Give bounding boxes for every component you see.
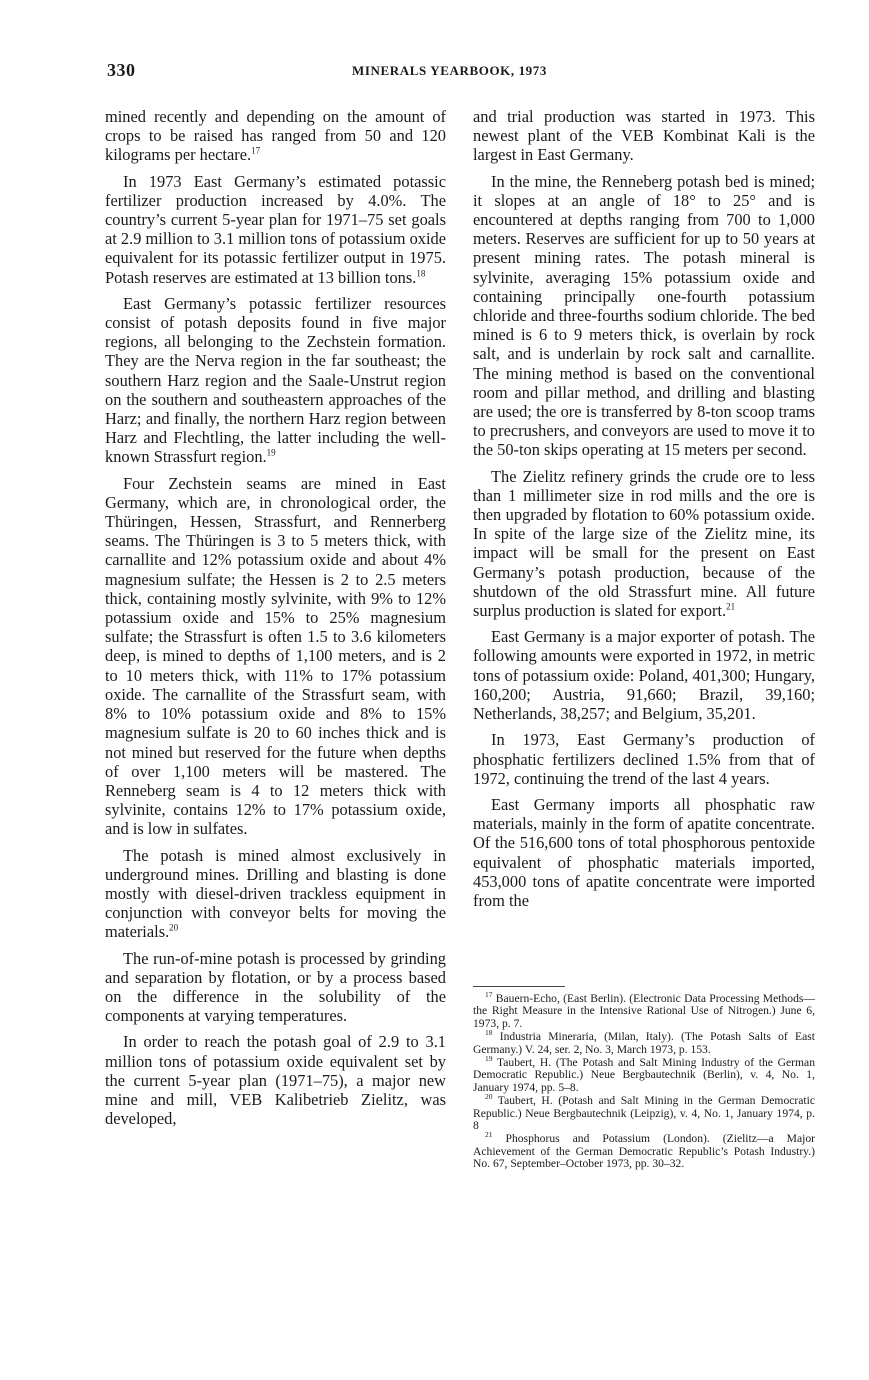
footnote-text: Taubert, H. (Potash and Salt Mining in the German Democratic Republic.) Neue Bergbautechnik (Leipzig), v. 4, No. 1, January 1974, p. 8 (473, 1094, 815, 1133)
footnote (473, 1130, 815, 1171)
paragraph (105, 949, 446, 1026)
paragraph (473, 172, 815, 460)
left-column (105, 107, 446, 1135)
footnote-text: Bauern-Echo, (East Berlin). (Electronic Data Processing Methods—the Right Measure in the Intensive Rational Use of Nitrogen.) June 6, 1973, p. 7. (473, 992, 815, 1030)
footnote-number: 21 (485, 1130, 493, 1140)
paragraph-text: In 1973 East Germany’s estimated potassic fertilizer production increased by 4.0%. The country’s current 5-year plan for 1971–75 set goals at 2.9 million to 3.1 million tons of potassium oxide equivalent for its potassic fertilizer output in 1975. Potash reserves are estimated at 13 billion tons. (105, 171, 447, 287)
paragraph-text: The Zielitz refinery grinds the crude ore to less than 1 millimeter size in rod mills and the ore is then upgraded by flotation to 60% potassium oxide. In spite of the large size of the Zielitz mine, its impact will be small for the present on East Germany’s potash production, because of the shutdown of the old Strassfurt mine. All future surplus production is slated for export. (473, 466, 815, 621)
footnote-text: Taubert, H. (The Potash and Salt Mining Industry of the German Democratic Republic.) Neue Bergbautechnik (Berlin), v. 4, No. 1, January 1974, pp. 5–8. (473, 1056, 815, 1094)
footnote (473, 1092, 815, 1133)
paragraph (473, 730, 815, 788)
footnote-ref: 17 (251, 145, 261, 156)
footnote (473, 1028, 815, 1056)
paragraph-text: In the mine, the Renneberg potash bed is mined; it slopes at an angle of 18° to 25° and is encountered at depths ranging from 700 to 1,000 meters. Reserves are sufficient for up to 50 years at present mining rates. The potash mineral is sylvinite, averaging 15% potassium oxide and containing principally one-fourth potassium chloride and three-fourths sodium chloride. The bed mined is 6 to 9 meters thick, is overlain by rock salt, and is underlain by rock salt and carnallite. The mining method is based on the conventional room and pillar method, and drilling and blasting are used; the ore is transferred by 8-ton scoop trams to precrushers, and conveyors are used to move it to the 50-ton skips operating at 15 meters per second. (473, 171, 815, 460)
footnote-text: Phosphorus and Potassium (London). (Zielitz—a Major Achievement of the German Democratic Republic’s Potash Industry.) No. 67, September–October 1973, pp. 30–32. (473, 1132, 815, 1171)
footnote-number: 18 (485, 1028, 493, 1038)
footnote-ref: 18 (416, 268, 426, 279)
footnote-number: 19 (485, 1054, 493, 1064)
paragraph-text: and trial production was started in 1973. This newest plant of the VEB Kombinat Kali is the largest in East Germany. (473, 107, 815, 165)
paragraph-text: The potash is mined almost exclusively in underground mines. Drilling and blasting is done mostly with diesel-driven trackless equipment in conjunction with conveyor belts for moving the materials. (105, 845, 446, 942)
footnote-ref: 20 (169, 922, 179, 933)
paragraph (105, 107, 446, 165)
footnotes (473, 990, 815, 1172)
paragraph (105, 1032, 446, 1128)
footnote-ref: 21 (726, 601, 736, 612)
paragraph (473, 107, 815, 165)
right-column (473, 107, 815, 917)
footnote-text: Industria Mineraria, (Milan, Italy). (The Potash Salts of East Germany.) V. 24, ser. 2, No. 3, March 1973, p. 153. (473, 1030, 815, 1056)
page-header (0, 60, 869, 84)
footnote-number: 17 (485, 990, 493, 1000)
footnote-ref: 19 (266, 447, 276, 458)
footnote (473, 990, 815, 1030)
paragraph-text: In 1973, East Germany’s production of phosphatic fertilizers declined 1.5% from that of 1972, continuing the trend of the last 4 years. (473, 730, 815, 788)
paragraph (473, 467, 815, 621)
paragraph-text: East Germany imports all phosphatic raw materials, mainly in the form of apatite concentrate. Of the 516,600 tons of total phosphorous pentoxide equivalent of phosphatic materials imported, 453,000 tons of apatite concentrate were imported from the (473, 794, 815, 910)
footnote-number: 20 (485, 1092, 493, 1102)
paragraph (105, 474, 446, 839)
running-head: MINERALS YEARBOOK, 1973 (352, 63, 547, 78)
paragraph-text: Four Zechstein seams are mined in East Germany, which are, in chronological order, the Thüringen, Hessen, Strassfurt, and Rennerberg seams. The Thüringen is 3 to 5 meters thick, with carnallite and 12% potassium oxide and about 4% magnesium sulfate; the Hessen is 2 to 2.5 meters thick, containing mostly sylvinite, with 9% to 12% potassium oxide and 15% to 25% magnesium sulfate; the Strassfurt is often 1.5 to 3.6 kilometers deep, is mined to depths of 1,100 meters, and is 2 to 10 meters thick, with 11% to 17% potassium oxide. The carnallite of the Strassfurt seam, with 8% to 10% potassium oxide and 8% to 15% magnesium sulfate is 20 to 60 inches thick and is not mined but reserved for the future when depths of over 1,100 meters will be mastered. The Renneberg seam is 4 to 12 meters thick with sylvinite, contains 12% to 17% potassium oxide, and is low in sulfates. (105, 473, 446, 839)
footnote (473, 1054, 815, 1094)
paragraph (473, 795, 815, 910)
paragraph-text: The run-of-mine potash is processed by grinding and separation by flotation, or by a process based on the difference in the solubility of the components at varying temperatures. (105, 948, 446, 1026)
page-number: 330 (107, 60, 136, 80)
paragraph (473, 627, 815, 723)
paragraph-text: mined recently and depending on the amount of crops to be raised has ranged from 50 and 120 kilograms per hectare. (105, 107, 446, 165)
paragraph-text: East Germany’s potassic fertilizer resources consist of potash deposits found in five major regions, all belonging to the Zechstein formation. They are the Nerva region in the far southeast; the southern Harz region and the Saale-Unstrut region on the southern and southeastern approaches of the Harz; and finally, the northern Harz region between Harz and Flechtling, the latter including the well-known Strassfurt region. (105, 293, 446, 467)
paragraph-text: East Germany is a major exporter of potash. The following amounts were exported in 1972, in metric tons of potassium oxide: Poland, 401,300; Hungary, 160,200; Austria, 91,660; Brazil, 39,160; Netherlands, 38,257; and Belgium, 35,201. (473, 627, 815, 724)
paragraph-text: In order to reach the potash goal of 2.9 to 3.1 million tons of potassium oxide equivalent set by the current 5-year plan (1971–75), a major new mine and mill, VEB Kalibetrieb Zielitz, was developed, (105, 1032, 446, 1129)
paragraph (105, 172, 446, 287)
paragraph (105, 294, 446, 467)
footnote-divider (473, 986, 565, 987)
paragraph (105, 846, 446, 942)
